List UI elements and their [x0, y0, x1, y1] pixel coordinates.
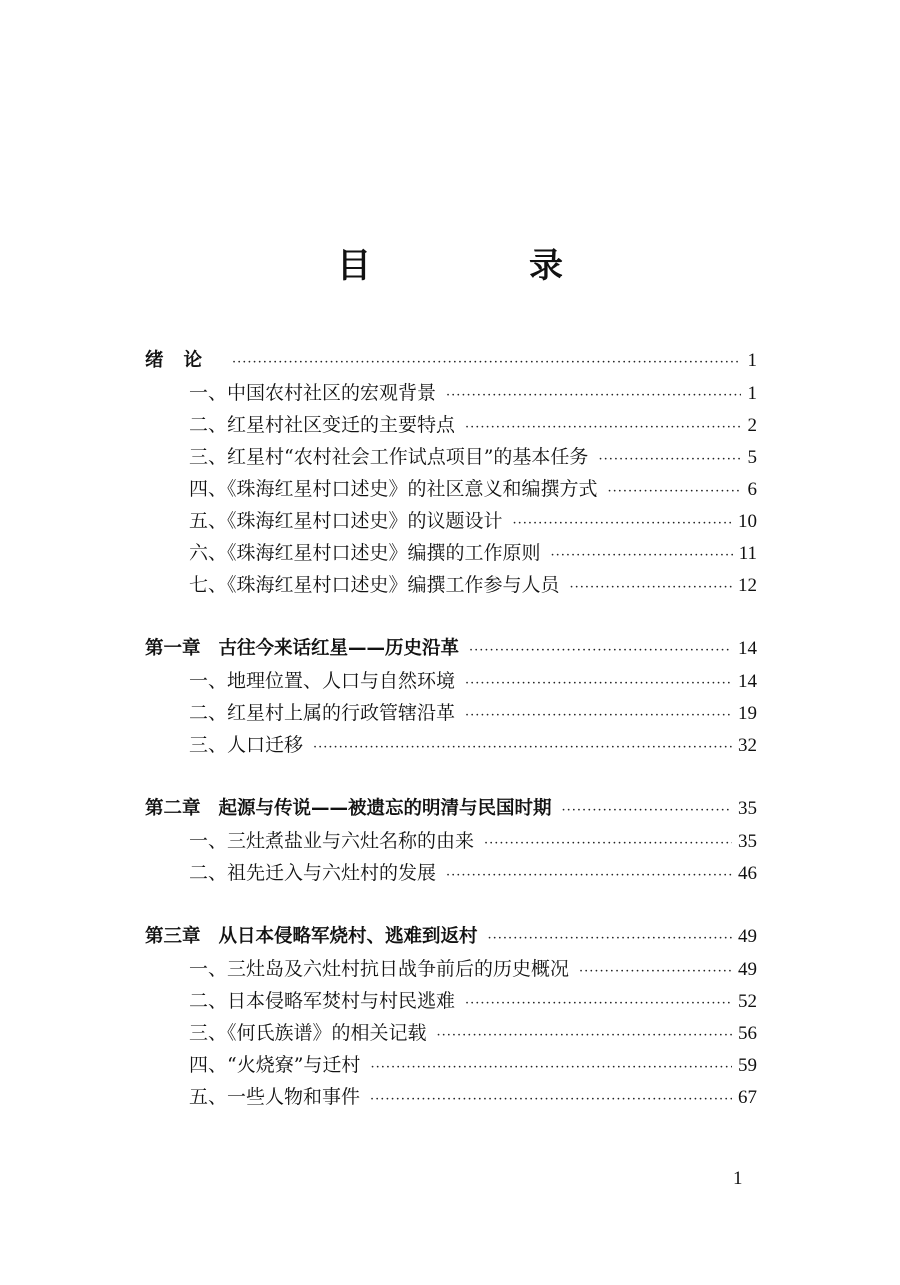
- toc-page-number: 2: [747, 415, 757, 436]
- leader-dots: [232, 347, 741, 379]
- leader-dots: [437, 1020, 732, 1052]
- toc-entry-chapter[interactable]: [145, 793, 757, 825]
- leader-dots: [370, 1052, 732, 1084]
- toc-entry[interactable]: [145, 953, 757, 985]
- toc-page-number: 5: [747, 447, 757, 468]
- toc-page-number: 59: [738, 1055, 757, 1076]
- toc-entry-label: 七、《珠海红星村口述史》编撰工作参与人员: [189, 574, 560, 596]
- toc-entry-label: 五、一些人物和事件: [189, 1086, 361, 1108]
- toc-entry[interactable]: [145, 1081, 757, 1113]
- leader-dots: [570, 572, 732, 604]
- toc-entry-label: 二、日本侵略军焚村与村民逃难: [189, 990, 456, 1012]
- toc-section-chapter-3: [145, 921, 757, 1113]
- toc-section-intro: [145, 345, 757, 601]
- chapter-title: 古往今来话红星——历史沿革: [218, 638, 460, 659]
- leader-dots: [513, 508, 732, 540]
- toc-page-number: 52: [738, 991, 757, 1012]
- toc-page-number: 14: [738, 638, 757, 659]
- toc-entry[interactable]: [145, 569, 757, 601]
- toc-entry-label: 二、祖先迁入与六灶村的发展: [189, 862, 437, 884]
- leader-dots: [579, 956, 732, 988]
- chapter-number: 第一章: [145, 638, 201, 659]
- toc-entry-label: 三、《何氏族谱》的相关记载: [189, 1022, 427, 1044]
- toc-entry-label: 一、三灶岛及六灶村抗日战争前后的历史概况: [189, 958, 570, 980]
- leader-dots: [446, 860, 732, 892]
- toc-page-number: 49: [738, 926, 757, 947]
- toc-entry[interactable]: [145, 665, 757, 697]
- chapter-title: 从日本侵略军烧村、逃难到返村: [218, 926, 478, 947]
- toc-entry[interactable]: [145, 537, 757, 569]
- toc-entry-label: 一、中国农村社区的宏观背景: [189, 382, 437, 404]
- toc-entry[interactable]: [145, 441, 757, 473]
- leader-dots: [313, 732, 732, 764]
- toc-page-number: 10: [738, 511, 757, 532]
- toc-section-chapter-2: [145, 793, 757, 889]
- toc-entry-label: 三、人口迁移: [189, 734, 304, 756]
- toc-entry[interactable]: [145, 857, 757, 889]
- leader-dots: [488, 923, 732, 955]
- leader-dots: [370, 1084, 732, 1116]
- toc-entry-label: 三、红星村“农村社会工作试点项目”的基本任务: [189, 446, 589, 468]
- toc-page-number: 56: [738, 1023, 757, 1044]
- toc-page-number: 35: [738, 798, 757, 819]
- leader-dots: [469, 635, 732, 667]
- leader-dots: [551, 540, 733, 572]
- toc-entry-label: 四、《珠海红星村口述史》的社区意义和编撰方式: [189, 478, 598, 500]
- leader-dots: [465, 988, 732, 1020]
- leader-dots: [484, 828, 732, 860]
- toc-entry[interactable]: [145, 729, 757, 761]
- toc-page-number: 14: [738, 671, 757, 692]
- leader-dots: [562, 795, 732, 827]
- toc-entry-intro[interactable]: [145, 345, 757, 377]
- toc-page-number: 1: [747, 383, 757, 404]
- chapter-number: 第三章: [145, 926, 201, 947]
- toc-page-number: 46: [738, 863, 757, 884]
- toc-page-number: 49: [738, 959, 757, 980]
- toc-entry-label: 一、三灶煮盐业与六灶名称的由来: [189, 830, 475, 852]
- toc-entry-chapter[interactable]: [145, 921, 757, 953]
- leader-dots: [446, 380, 741, 412]
- page-number-footer: 1: [733, 1168, 743, 1189]
- toc-entry-label: 二、红星村社区变迁的主要特点: [189, 414, 456, 436]
- leader-dots: [465, 668, 732, 700]
- toc-entry[interactable]: [145, 473, 757, 505]
- toc-page-number: 35: [738, 831, 757, 852]
- toc-entry[interactable]: [145, 377, 757, 409]
- toc-page-number: 67: [738, 1087, 757, 1108]
- toc-entry-label: 四、“火烧寮”与迁村: [189, 1054, 361, 1076]
- page-title: 目 录: [337, 246, 625, 286]
- toc-page-number: 32: [738, 735, 757, 756]
- leader-dots: [608, 476, 741, 508]
- toc-entry[interactable]: [145, 697, 757, 729]
- toc-entry[interactable]: [145, 1049, 757, 1081]
- toc-entry[interactable]: [145, 409, 757, 441]
- chapter-number: 第二章: [145, 798, 201, 819]
- toc-entry-chapter[interactable]: [145, 633, 757, 665]
- leader-dots: [465, 700, 732, 732]
- toc-entry-label: 六、《珠海红星村口述史》编撰的工作原则: [189, 542, 541, 564]
- toc-section-chapter-1: [145, 633, 757, 761]
- leader-dots: [465, 412, 741, 444]
- table-of-contents: [145, 345, 757, 1145]
- toc-entry-label: 一、地理位置、人口与自然环境: [189, 670, 456, 692]
- toc-page-number: 6: [747, 479, 757, 500]
- chapter-title: 起源与传说——被遗忘的明清与民国时期: [218, 798, 552, 819]
- toc-page-number: 19: [738, 703, 757, 724]
- toc-page-number: 1: [747, 350, 757, 371]
- toc-entry[interactable]: [145, 985, 757, 1017]
- toc-entry-label: 五、《珠海红星村口述史》的议题设计: [189, 510, 503, 532]
- toc-entry[interactable]: [145, 505, 757, 537]
- leader-dots: [598, 444, 741, 476]
- toc-page-number: 11: [738, 543, 757, 564]
- toc-entry[interactable]: [145, 1017, 757, 1049]
- toc-entry[interactable]: [145, 825, 757, 857]
- toc-intro-label: 绪论: [145, 350, 223, 371]
- toc-entry-label: 二、红星村上属的行政管辖沿革: [189, 702, 456, 724]
- toc-page-number: 12: [738, 575, 757, 596]
